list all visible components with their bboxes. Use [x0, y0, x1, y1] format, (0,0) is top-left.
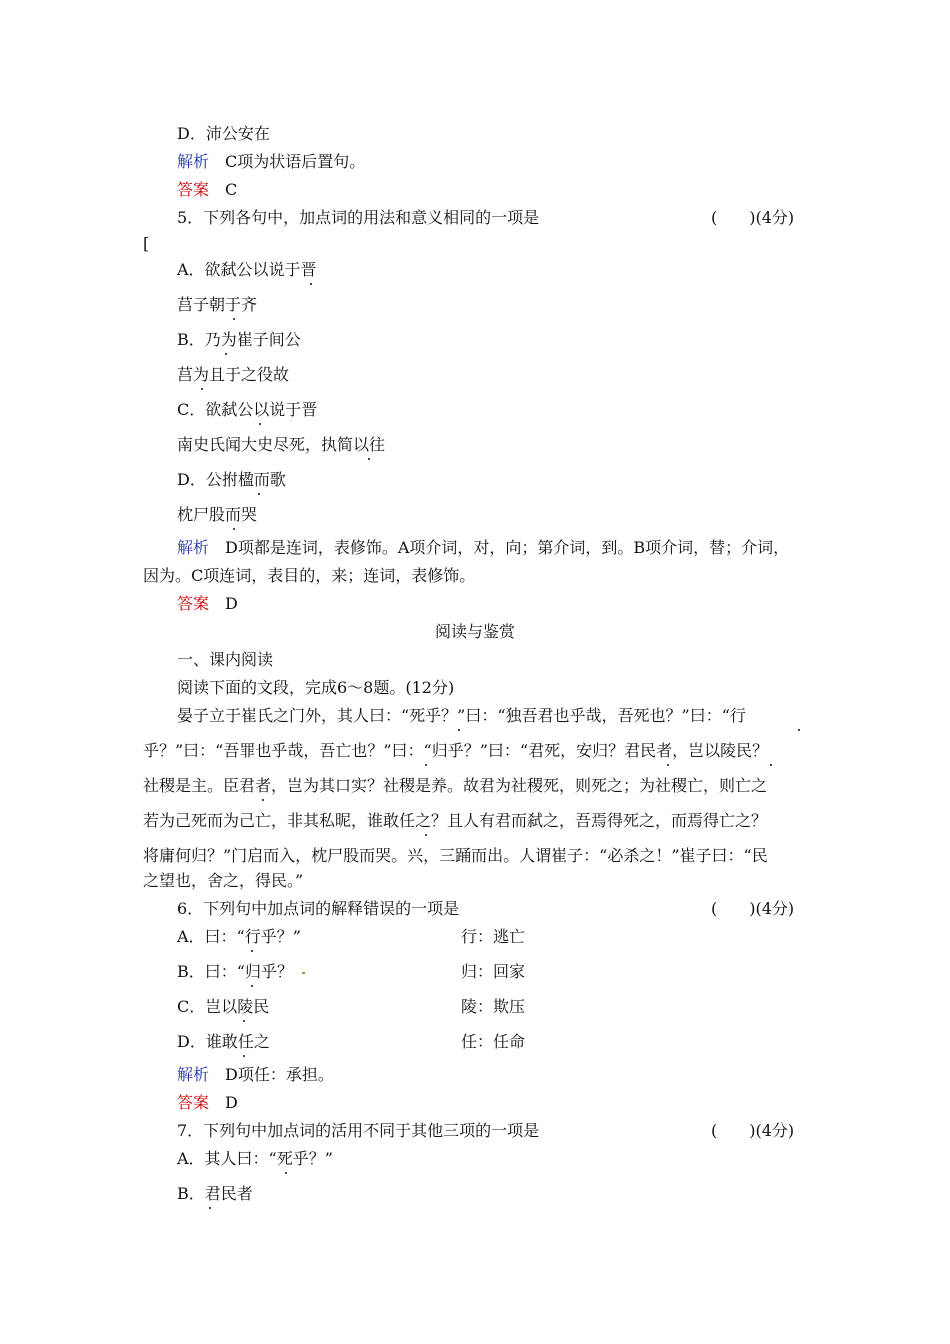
emphasis-dot — [310, 283, 312, 285]
q7-option-a: A．其人曰：“死乎？” — [177, 1149, 333, 1168]
emphasis-dot — [251, 950, 253, 952]
answer-value: D — [225, 594, 238, 613]
q6-option-d: D．谁敢任之 — [177, 1032, 270, 1051]
analysis-label: 解析 — [177, 152, 210, 171]
q6-score: ( )(4分) — [711, 899, 795, 918]
q5-option-a: A．欲弑公以说于晋 — [177, 260, 317, 279]
q5-score: ( )(4分) — [711, 208, 795, 227]
emphasis-dot — [262, 799, 264, 801]
q6-stem: 6．下列句中加点词的解释错误的一项是 — [177, 899, 460, 918]
q5-option-d: D．公拊楹而歌 — [177, 470, 286, 489]
passage-line: 晏子立于崔氏之门外，其人曰：“死乎？”曰：“独吾君也乎哉，吾死也？”曰：“行 — [177, 706, 746, 725]
passage-line: 若为己死而为己亡，非其私昵，谁敢任之？且人有君而弑之，吾焉得死之，而焉得亡之？ — [143, 811, 768, 830]
q6-analysis — [177, 1065, 334, 1085]
q6-option-b-gloss: 归：回家 — [461, 962, 526, 981]
q5-stem: 5．下列各句中，加点词的用法和意义相同的一项是 — [177, 208, 540, 227]
emphasis-dot — [233, 528, 235, 530]
q4-analysis — [177, 152, 365, 172]
analysis-label: 解析 — [177, 538, 210, 557]
emphasis-dot — [425, 764, 427, 766]
q4-answer — [177, 180, 237, 200]
emphasis-dot — [201, 388, 203, 390]
q5-option-d-pair: 枕尸股而哭 — [177, 505, 258, 524]
answer-label: 答案 — [177, 180, 210, 199]
emphasis-dot — [251, 985, 253, 987]
q5-option-b-pair: 莒为且于之役故 — [177, 365, 290, 384]
q5-option-c: C．欲弑公以说于晋 — [177, 400, 318, 419]
q6-answer — [177, 1093, 238, 1113]
q6-option-c: C．岂以陵民 — [177, 997, 270, 1016]
q5-analysis-line2: 因为。C项连词，表目的，来；连词，表修饰。 — [143, 566, 476, 585]
q6-option-b: B．曰：“归乎？ — [177, 962, 293, 981]
emphasis-dot — [458, 729, 460, 731]
emphasis-dot — [425, 834, 427, 836]
q6-option-c-gloss: 陵：欺压 — [461, 997, 526, 1016]
passage-line: 将庸何归？”门启而入，枕尸股而哭。兴，三踊而出。人谓崔子：“必杀之！”崔子曰：“民 — [143, 846, 768, 865]
q5-answer — [177, 594, 238, 614]
q4-option-d: D．沛公安在 — [177, 124, 270, 143]
stray-mark — [302, 972, 305, 974]
emphasis-dot — [368, 458, 370, 460]
answer-label: 答案 — [177, 1093, 210, 1112]
answer-label: 答案 — [177, 594, 210, 613]
analysis-text: D项都是连词，表修饰。A项介词，对，向；第介词，到。B项介词，替；介词， — [225, 538, 790, 557]
analysis-text: D项任：承担。 — [225, 1065, 334, 1084]
answer-value: D — [225, 1093, 238, 1112]
emphasis-dot — [667, 764, 669, 766]
q5-option-a-pair: 莒子朝于齐 — [177, 295, 258, 314]
passage-line: 社稷是主。臣君者，岂为其口实？社稷是养。故君为社稷死，则死之；为社稷亡，则亡之 — [143, 776, 768, 795]
analysis-text: C项为状语后置句。 — [225, 152, 366, 171]
emphasis-dot — [798, 729, 800, 731]
passage-line: 之望也，舍之，得民。” — [143, 871, 304, 890]
q7-stem: 7．下列句中加点词的活用不同于其他三项的一项是 — [177, 1121, 540, 1140]
q6-option-a: A．曰：“行乎？” — [177, 927, 301, 946]
emphasis-dot — [243, 1055, 245, 1057]
q5-analysis-line1 — [177, 538, 789, 558]
passage-line: 乎？”曰：“吾罪也乎哉，吾亡也？”曰：“归乎？”曰：“君死，安归？君民者，岂以陵民？ — [143, 741, 769, 760]
reading-instruction: 阅读下面的文段，完成6～8题。(12分) — [177, 678, 455, 697]
emphasis-dot — [285, 1172, 287, 1174]
emphasis-dot — [225, 353, 227, 355]
emphasis-dot — [770, 764, 772, 766]
q5-stray-bracket: [ — [143, 234, 150, 253]
emphasis-dot — [209, 1207, 211, 1209]
emphasis-dot — [258, 493, 260, 495]
section-title: 阅读与鉴赏 — [434, 622, 515, 641]
emphasis-dot — [233, 318, 235, 320]
section-subtitle: 一、课内阅读 — [177, 650, 274, 669]
q5-option-b: B．乃为崔子间公 — [177, 330, 301, 349]
q7-score: ( )(4分) — [711, 1121, 795, 1140]
q5-option-c-pair: 南史氏闻大史尽死，执简以往 — [177, 435, 386, 454]
q7-option-b: B．君民者 — [177, 1184, 253, 1203]
q6-option-a-gloss: 行：逃亡 — [461, 927, 526, 946]
emphasis-dot — [259, 423, 261, 425]
analysis-label: 解析 — [177, 1065, 210, 1084]
emphasis-dot — [243, 1020, 245, 1022]
q6-option-d-gloss: 任：任命 — [461, 1032, 526, 1051]
answer-value: C — [225, 180, 238, 199]
